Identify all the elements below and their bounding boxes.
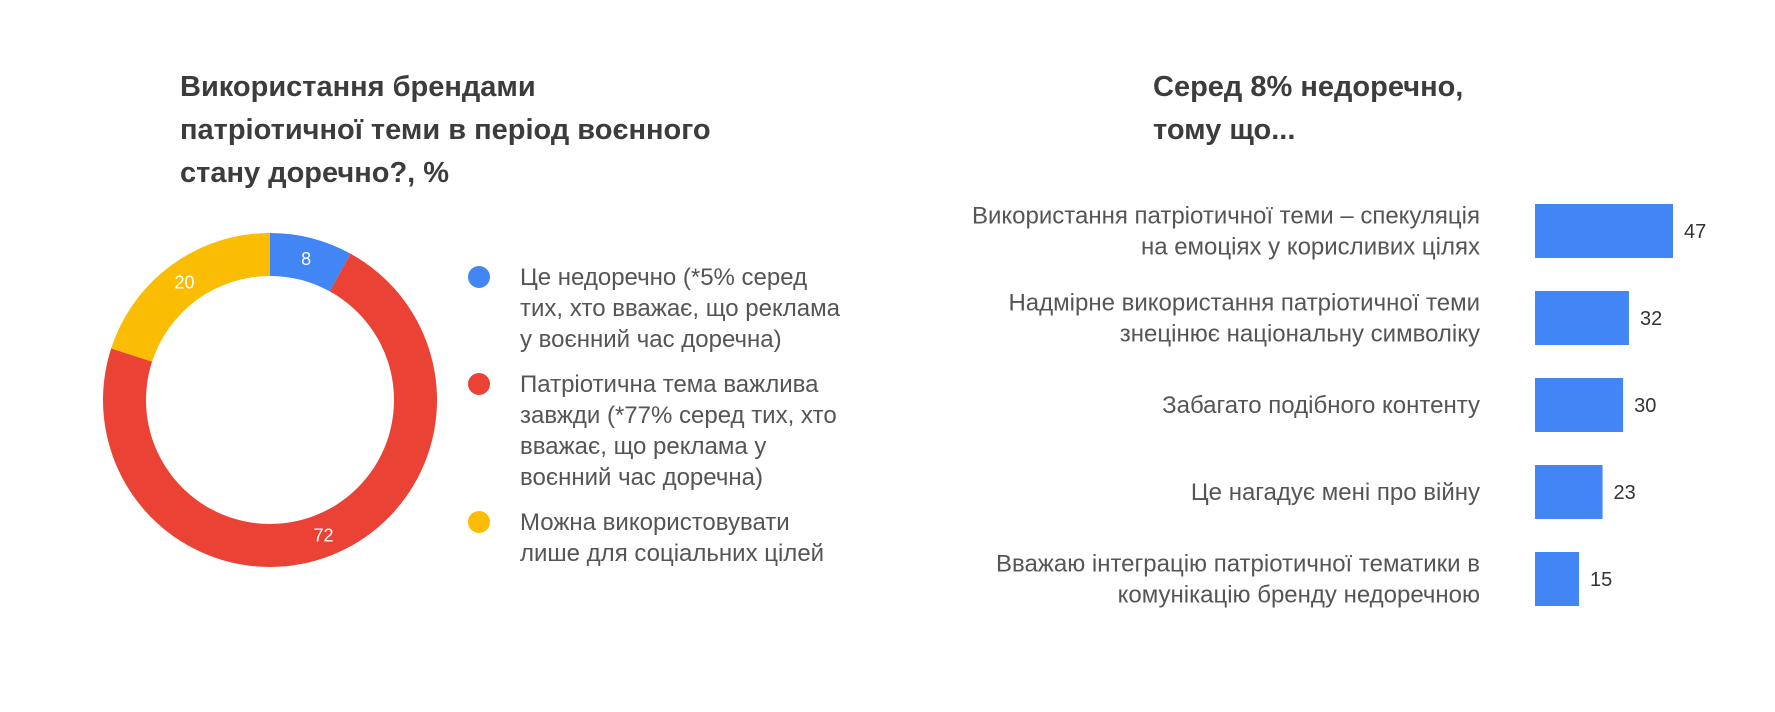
bar-value-label: 30 (1634, 395, 1657, 417)
bar-category-label: Надмірне використання патріотичної теми (1008, 289, 1480, 317)
legend-label (520, 369, 860, 493)
donut-slice-label: 72 (313, 525, 334, 546)
legend-marker (468, 373, 490, 395)
bar (1535, 291, 1629, 345)
bar-category-label: Використання патріотичної теми – спекуляція (972, 202, 1480, 230)
left-title-line: Використання брендами (180, 71, 536, 103)
bar-value-label: 47 (1684, 221, 1707, 243)
bar-category-label: на емоціях у корисливих цілях (1140, 233, 1480, 261)
legend-label-line: Це недоречно (*5% серед (520, 264, 808, 291)
bar-chart (900, 190, 1760, 630)
right-title-line: тому що... (1153, 114, 1296, 146)
left-title-line: патріотичної теми в період воєнного (180, 114, 711, 146)
right-title-line: Серед 8% недоречно, (1153, 71, 1464, 103)
donut-legend (468, 262, 868, 583)
donut-slice (111, 233, 270, 362)
bar-category-label: знецінює національну символіку (1119, 320, 1480, 348)
legend-item (468, 369, 868, 493)
legend-label-line: завжди (*77% серед тих, хто (520, 402, 837, 429)
bar-value-label: 23 (1613, 482, 1636, 504)
bar (1535, 378, 1623, 432)
legend-label-line: у воєнний час доречна) (520, 326, 782, 353)
legend-label-line: вважає, що реклама у (520, 433, 767, 460)
legend-label-line: тих, хто вважає, що реклама (520, 295, 840, 322)
donut-chart (90, 220, 450, 580)
legend-item (468, 262, 868, 355)
legend-marker (468, 511, 490, 533)
bar (1535, 465, 1603, 519)
legend-item (468, 507, 868, 569)
legend-marker (468, 266, 490, 288)
bar (1535, 552, 1579, 606)
donut-slice-label: 20 (174, 272, 195, 293)
bar-category-label: Забагато подібного контенту (1162, 392, 1480, 419)
legend-label-line: Патріотична тема важлива (520, 371, 819, 398)
legend-label (520, 507, 860, 569)
legend-label-line: лише для соціальних цілей (520, 540, 825, 567)
right-chart-title (1153, 66, 1553, 152)
legend-label-line: Можна використовувати (520, 509, 790, 536)
donut-slice-label: 8 (301, 249, 312, 270)
left-title-line: стану доречно?, % (180, 157, 450, 189)
bar-category-label: комунікацію бренду недоречною (1117, 581, 1480, 609)
legend-label (520, 262, 860, 355)
bar-category-label: Вважаю інтеграцію патріотичної тематики в (995, 550, 1480, 578)
bar (1535, 204, 1673, 258)
left-chart-title (180, 66, 780, 195)
bar-value-label: 32 (1639, 308, 1663, 330)
legend-label-line: воєнний час доречна) (520, 464, 763, 491)
bar-category-label: Це нагадує мені про війну (1190, 479, 1480, 506)
bar-value-label: 15 (1590, 569, 1613, 591)
